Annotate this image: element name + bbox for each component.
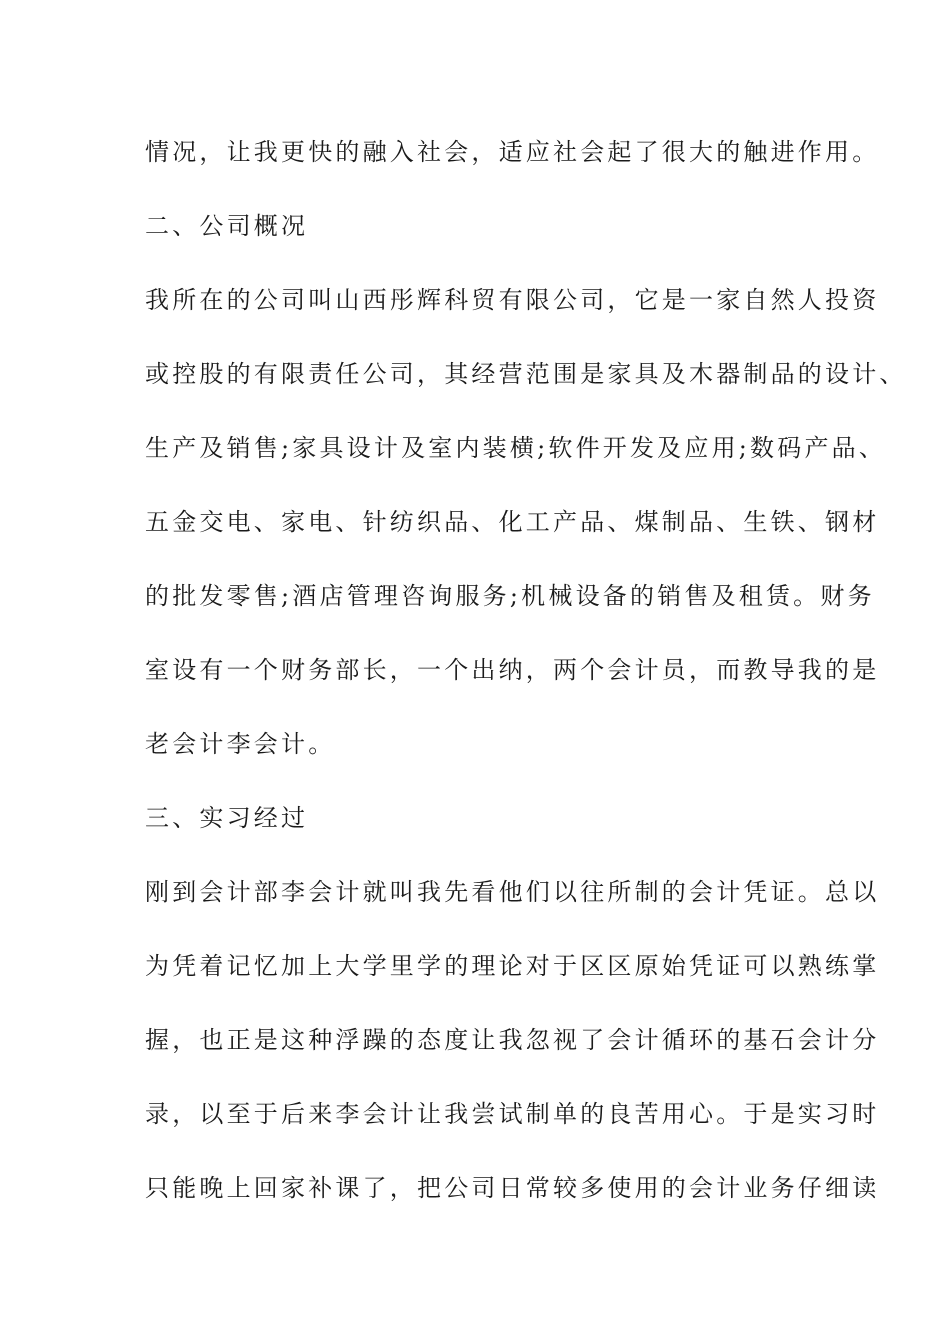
text-line: 五金交电、家电、针纺织品、化工产品、煤制品、生铁、钢材 <box>145 508 880 536</box>
text-line: 我所在的公司叫山西彤辉科贸有限公司，它是一家自然人投资 <box>145 286 880 314</box>
text-line: 录，以至于后来李会计让我尝试制单的良苦用心。于是实习时 <box>145 1100 880 1128</box>
text-line: 的批发零售;酒店管理咨询服务;机械设备的销售及租赁。财务 <box>145 582 875 610</box>
text-line: 生产及销售;家具设计及室内装横;软件开发及应用;数码产品、 <box>145 434 887 462</box>
text-line: 为凭着记忆加上大学里学的理论对于区区原始凭证可以熟练掌 <box>145 952 880 980</box>
text-line: 只能晚上回家补课了，把公司日常较多使用的会计业务仔细读 <box>145 1174 880 1202</box>
text-line: 老会计李会计。 <box>145 730 336 758</box>
text-line: 或控股的有限责任公司，其经营范围是家具及木器制品的设计、 <box>145 360 907 388</box>
text-line: 刚到会计部李会计就叫我先看他们以往所制的会计凭证。总以 <box>145 878 880 906</box>
section-heading-company-overview: 二、公司概况 <box>145 212 309 240</box>
text-line: 握，也正是这种浮躁的态度让我忽视了会计循环的基石会计分 <box>145 1026 880 1054</box>
text-line: 室设有一个财务部长，一个出纳，两个会计员，而教导我的是 <box>145 656 880 684</box>
section-heading-internship-process: 三、实习经过 <box>145 804 309 832</box>
text-line: 情况，让我更快的融入社会，适应社会起了很大的触进作用。 <box>145 138 880 166</box>
